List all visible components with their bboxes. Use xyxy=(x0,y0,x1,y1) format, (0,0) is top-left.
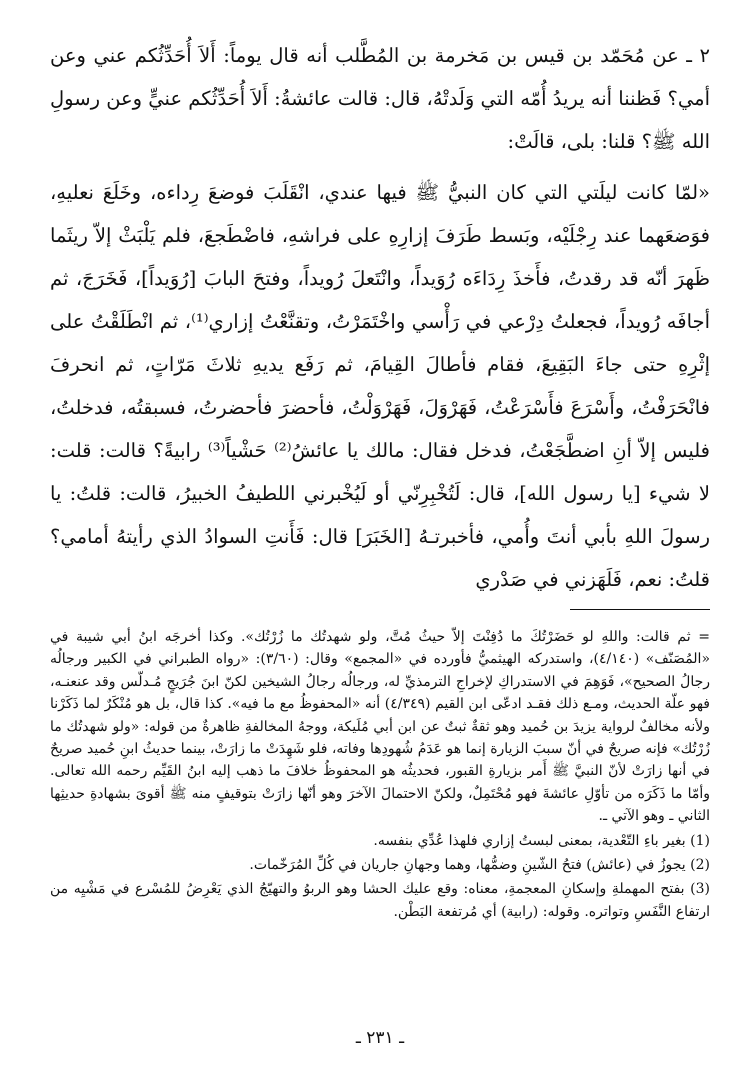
footnote-separator xyxy=(570,609,710,610)
page xyxy=(50,34,710,1054)
hadith-text: «لمّا كانت ليلَتي التي كان النبيُّ ﷺ فيها عندي، انْقَلَبَ فوضعَ رِداءه، وخَلَعَ نعليهِ، فوَضعَهما عند رِجْلَيْه، وبَسط طَرَفَ إزارِهِ على فراشهِ، فاضْطَجعَ، فلم يَلْبَثْ إلاّ ريثَما ظَهرَ أنّه قد رقدتُ، فأَخذَ رِدَاءَه رُوَيداً، وانْتَعلَ رُويداً، وفتحَ البابَ [رُوَيداً]، فَخَرَجَ، ثم أجافَه رُويداً، فجعلتُ دِرْعي في رَأْسي واخْتَمَرْتُ، وتقنَّعْتُ إزاري⁽¹⁾، ثم انْطَلَقْتُ على إثْرِهِ حتى جاءَ البَقِيعَ، فقام فأطالَ القِيامَ، ثم رَفَع يديهِ ثلاثَ مَرّاتٍ، ثم انحرفَ فانْحَرَفْتُ، وأَسْرَعَ فأَسْرَعْتُ، فَهَرْوَلَ، فَهَرْوَلْتُ، فأحضرَ فأحضرتُ، فسبقتُه، فدخلتُ، فليس إلاّ أنِ اضطَّجَعْتُ، فدخل فقال: مالك يا عائشُ⁽²⁾ حَشْياً⁽³⁾ رابيةً؟ قالت: قلت: لا شيء [يا رسول الله]، قال: لَتُخْبِرِنّي أو لَيُخْبرني اللطيفُ الخبيرُ، قالت: قلتُ: يا رسولَ اللهِ بأبي أنتَ وأُمي، فأخبرتـهُ [الخَبَرَ] قال: فَأَنتِ السوادُ الذي رأيتهُ أمامي؟ قلتُ: نعم، فَلَهَزني في صَدْري xyxy=(50,181,710,591)
footnote-3: (3) بفتح المهملةِ وإسكانِ المعجمةِ، معناه: وقع عليك الحشا وهو الربوُ والتهيّجُ الذي يَعْرِضُ للمُسْرع في مَشْيِه من ارتفاع النَّفَسِ وتواتره. وقوله: (رابية) أي مُرتفعة البَطْن. xyxy=(50,881,710,920)
footnote-continuation: = ثم قالت: واللهِ لو حَضَرْتُكَ ما دُفِنْتَ إلاّ حيثُ مُتَّ، ولو شهدتُك ما زُرْتُك». وكذا أخرجَه ابنُ أبي شيبة في «المُصَنّف» (٤/١٤٠)، واستدركه الهيثميُّ فأورده في «المجمع» وقال: (٣/٦٠): «رواه الطبراني في الكبير ورجالُه رجالُ الصحيح»، فَوَهِمَ في الاستدراكِ لإخراجِ الترمذيِّ له، ورجالُه رجالُ الشيخين لكنّ ابنَ جُرَيجٍ مُـدلّس وقد عنعنـه، فهو علّة الحديث، ومـع ذلك فقـد ادعّى ابن القيم (٤/٣٤٩) أنه «المحفوظُ مع ما فيه». كذا قال، بل هو مُنْكَرٌ لما ذَكَرْنا ولأنه مخالفٌ لرواية يزيدَ بن حُميد وهو ثقةٌ ثبتٌ عن ابن أبي مُلَيكة، ووجهُ المخالفةِ ظاهرةٌ من قوله: «ولو شهدتُك ما زُرْتُك» فإنه صريحٌ في أنّ سببَ الزيارة إنما هو عَدَمُ شُهودِها وفاته، فلو شَهِدَتْ ما زارَتْ، بينما حديثُ ابنِ حُميد صريحٌ في أنها زارَتْ لأنّ النبيَّ ﷺ أَمر بزيارةِ القبور، فحديثُه هو المحفوظُ خلافَ ما ذهب إليه ابنُ القَيِّم رحمه الله تعالى. وأمّا ما ذَكَرَه من تأوّلِ عائشةَ فهو مُحْتَمِلٌ، ولكنّ الاحتمالَ الآخرَ وهو أنّها زارَتْ بتوقيفٍ منه ﷺ أقوىَ بشهادةِ حديثِها الثاني ـ وهو الآتي ـ. xyxy=(50,629,711,825)
hadith-intro: ٢ ـ عن مُحَمّد بن قيس بن مَخرمة بن المُطَّلب أنه قال يوماً: أَلاَ أُحَدِّثُكم عني وعن أمي؟ فَظننا أنه يريدُ أُمّه التي وَلَدتْهُ، قال: قالت عائشةُ: أَلاَ أُحَدِّثُكم عنيٍّ وعن رسولِ الله ﷺ؟ قلنا: بلى، قالَتْ: xyxy=(50,44,710,153)
page-number: ـ ٢٣١ ـ xyxy=(355,1028,405,1048)
footnote-1: (1) بغير باءِ التّعْدية، بمعنى لبستُ إزاري فلهذا عُدِّي بنفسه. xyxy=(373,832,710,849)
footnote-2: (2) يجوزُ في (عائش) فتحُ الشّينِ وضمُّها، وهما وجهانِ جاريان في كُلِّ المُرَخّمات. xyxy=(249,857,710,874)
footnotes xyxy=(50,626,710,923)
main-text xyxy=(50,34,710,601)
